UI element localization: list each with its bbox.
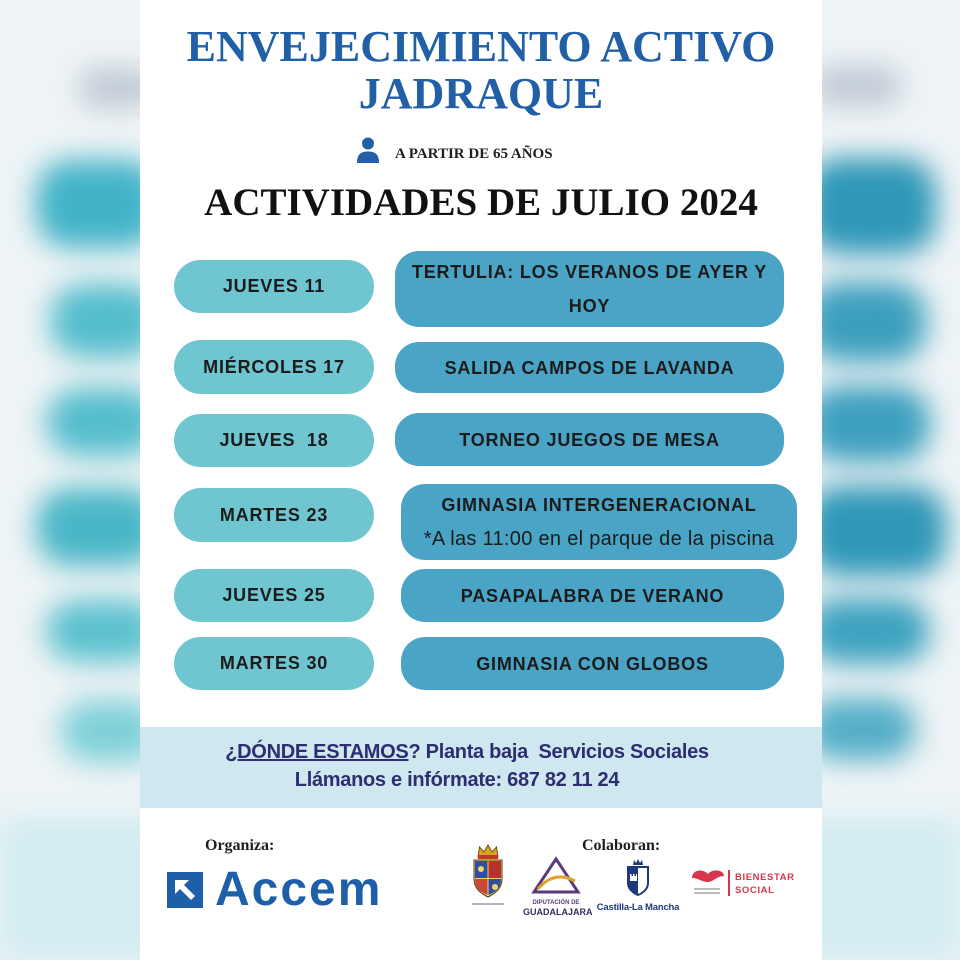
activities-heading: ACTIVIDADES DE JULIO 2024 xyxy=(204,181,758,224)
where-answer: Planta baja Servicios Sociales xyxy=(425,741,709,763)
coat-of-arms-caption xyxy=(472,903,504,905)
bienestar-wave-shape xyxy=(692,870,724,882)
bienestar-social-icon xyxy=(690,868,726,884)
activity-pill xyxy=(401,484,797,560)
crown-band-shape xyxy=(478,855,498,859)
bienestar-caption-line xyxy=(694,892,720,894)
diputacion-lettering-bottom: GUADALAJARA xyxy=(523,907,593,917)
title-line-1: ENVEJECIMIENTO ACTIVO xyxy=(186,22,776,71)
activity-pill xyxy=(401,637,784,690)
background-blur-shape xyxy=(806,282,926,362)
background-blur-shape xyxy=(806,698,916,760)
activity-label: PASAPALABRA DE VERANO xyxy=(460,585,725,606)
bienestar-separator xyxy=(728,870,730,896)
activity-note: *A las 11:00 en el parque de la piscina xyxy=(423,528,775,550)
background-blur-shape xyxy=(806,158,936,254)
emblem-crown-shape xyxy=(633,859,643,865)
diputacion-lettering-top: DIPUTACIÓN DE xyxy=(532,900,580,906)
activity-label: TORNEO JUEGOS DE MESA xyxy=(459,429,720,450)
bienestar-lettering-top: BIENESTAR xyxy=(735,872,795,883)
accem-arrow-icon xyxy=(167,872,203,908)
person-head-shape xyxy=(362,138,374,150)
castilla-la-mancha-emblem-icon xyxy=(625,858,651,896)
day-pill xyxy=(174,569,374,622)
day-label: JUEVES 18 xyxy=(219,430,329,450)
background-blur-shape xyxy=(812,66,902,106)
activity-label: GIMNASIA CON GLOBOS xyxy=(476,653,709,674)
shield-detail-shape xyxy=(478,866,484,872)
castilla-la-mancha-logo xyxy=(596,858,680,914)
coat-of-arms-logo xyxy=(470,843,506,907)
organizer-logo-name: Accem xyxy=(215,863,383,916)
organizer-label: Organiza: xyxy=(205,837,275,854)
day-label: JUEVES 11 xyxy=(222,276,326,296)
day-label: JUEVES 25 xyxy=(222,585,326,605)
contact-line: Llámanos e infórmate: 687 82 11 24 xyxy=(294,769,620,791)
background-blur-shape xyxy=(806,486,946,576)
castilla-la-mancha-lettering: Castilla-La Mancha xyxy=(596,902,680,913)
day-label: MIÉRCOLES 17 xyxy=(203,356,345,377)
shield-detail-shape xyxy=(492,884,498,890)
bienestar-social-logo xyxy=(690,866,800,900)
activity-pill xyxy=(401,569,784,622)
background-blur-shape xyxy=(806,386,930,462)
activity-label: GIMNASIA INTERGENERACIONAL xyxy=(441,495,757,515)
day-label: MARTES 30 xyxy=(219,653,329,673)
location-band xyxy=(140,727,822,808)
shield-quarter-shape xyxy=(489,861,502,878)
bienestar-lettering xyxy=(735,871,795,897)
day-pill xyxy=(174,340,374,394)
bienestar-lettering-bottom: SOCIAL xyxy=(735,885,775,896)
day-pill xyxy=(174,488,374,542)
title-line-2: JADRAQUE xyxy=(358,69,604,118)
audience-label: A PARTIR DE 65 AÑOS xyxy=(395,146,553,162)
diputacion-logo xyxy=(523,856,593,917)
where-question-mark: ? xyxy=(408,741,421,763)
day-pill xyxy=(174,637,374,690)
day-pill xyxy=(174,414,374,467)
background-blur-shape xyxy=(806,598,930,664)
bienestar-caption-line xyxy=(694,888,720,890)
activity-pill xyxy=(395,251,784,327)
location-line xyxy=(140,737,808,767)
poster-card xyxy=(140,0,822,960)
activity-label: TERTULIA: LOS VERANOS DE AYER Y HOY xyxy=(411,262,768,316)
activity-pill xyxy=(395,342,784,393)
day-pill xyxy=(174,260,374,313)
collaborators-label: Colaboran: xyxy=(582,837,661,854)
person-body-shape xyxy=(357,152,379,164)
coat-of-arms-icon xyxy=(470,843,506,899)
activity-pill xyxy=(395,413,784,466)
activity-label: SALIDA CAMPOS DE LAVANDA xyxy=(444,357,735,378)
person-icon xyxy=(356,137,380,163)
where-question: ¿DÓNDE ESTAMOS xyxy=(225,741,409,763)
diputacion-triangle-icon xyxy=(523,856,589,894)
day-label: MARTES 23 xyxy=(219,504,329,525)
